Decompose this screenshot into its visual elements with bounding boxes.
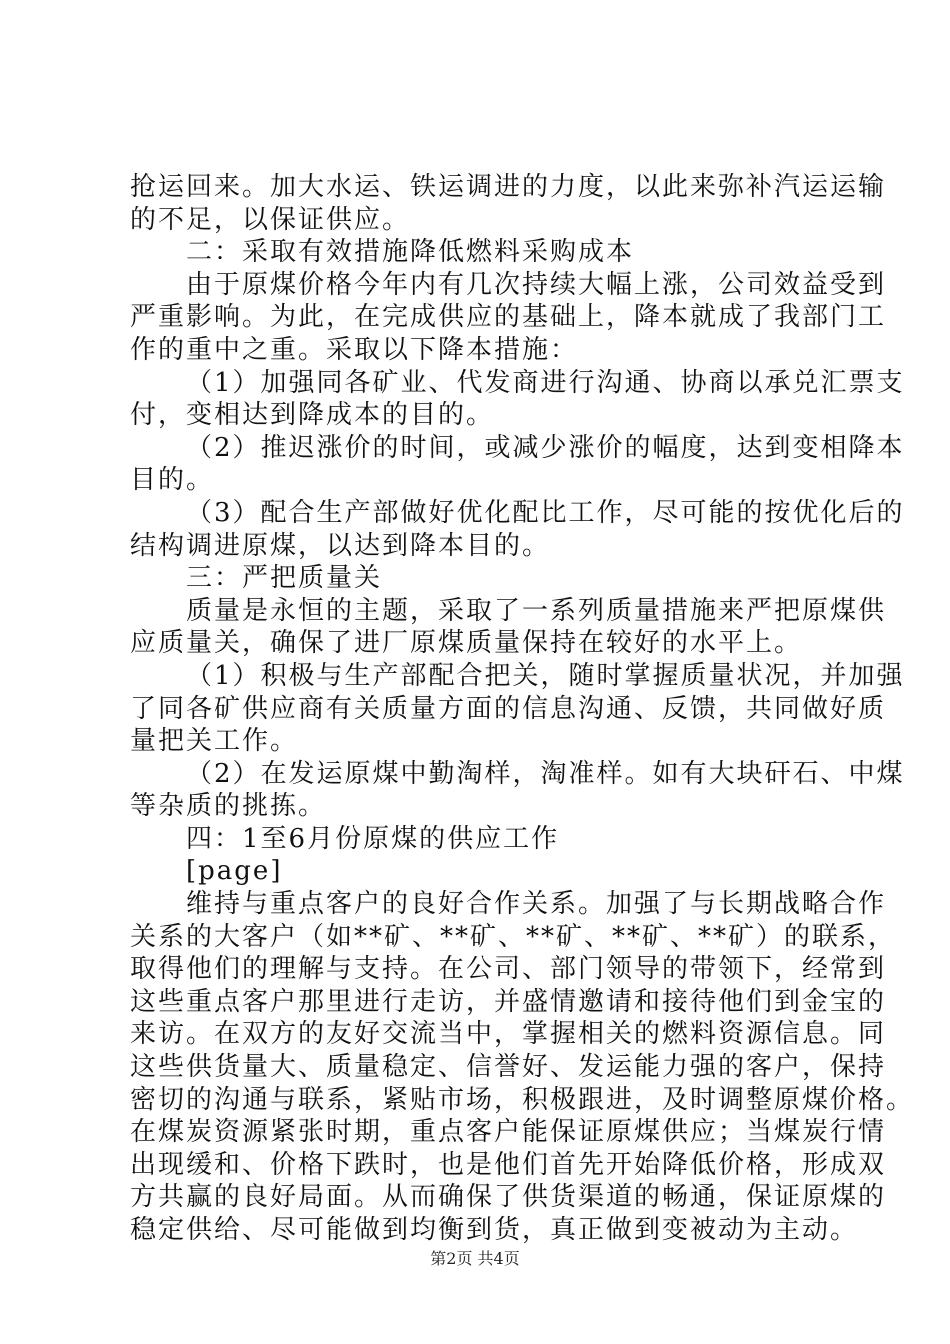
text-line: （3）配合生产部做好优化配比工作，尽可能的按优化后的 xyxy=(186,497,905,528)
paragraph xyxy=(130,921,915,1247)
paragraph xyxy=(130,269,887,302)
text-line: 方共赢的良好局面。从而确保了供货渠道的畅通，保证原煤的 xyxy=(130,1182,887,1213)
paragraph xyxy=(130,562,850,595)
paragraph xyxy=(130,627,850,660)
text-line: 等杂质的挑拣。 xyxy=(130,791,327,822)
text-line: 付，变相达到降成本的目的。 xyxy=(130,400,495,431)
text-line: 质量是永恒的主题，采取了一系列质量措施来严把原煤供 xyxy=(186,595,887,626)
paragraph xyxy=(130,367,905,400)
paragraph xyxy=(130,399,850,432)
text-line: 在煤炭资源紧张时期，重点客户能保证原煤供应；当煤炭行情 xyxy=(130,1117,887,1148)
text-line: 四：1至6月份原煤的供应工作 xyxy=(186,823,560,854)
text-line: 这些重点客户那里进行走访，并盛情邀请和接待他们到金宝的 xyxy=(130,986,887,1017)
paragraph xyxy=(130,823,850,856)
text-line: 应质量关，确保了进厂原煤质量保持在较好的水平上。 xyxy=(130,628,803,659)
paragraph xyxy=(130,855,850,888)
text-line: （1）积极与生产部配合把关，随时掌握质量状况，并加强 xyxy=(186,660,905,691)
text-line: 量把关工作。 xyxy=(130,726,299,757)
text-line: 抢运回来。加大水运、铁运调进的力度，以此来弥补汽运运输 xyxy=(130,172,887,202)
paragraph xyxy=(130,595,887,628)
paragraph xyxy=(130,888,887,921)
text-line: 结构调进原煤，以达到降本目的。 xyxy=(130,530,551,561)
paragraph xyxy=(130,432,905,465)
text-line: （2）推迟涨价的时间，或减少涨价的幅度，达到变相降本 xyxy=(186,432,905,463)
text-line: 目的。 xyxy=(130,465,215,496)
text-line: 稳定供给、尽可能做到均衡到货，真正做到变被动为主动。 xyxy=(130,1215,859,1245)
paragraph xyxy=(130,236,850,269)
text-line: 来访。在双方的友好交流当中，掌握相关的燃料资源信息。同 xyxy=(130,1019,887,1050)
text-line: 二：采取有效措施降低燃料采购成本 xyxy=(186,237,635,268)
document-body xyxy=(130,171,915,1247)
text-line: 了同各矿供应商有关质量方面的信息沟通、反馈，共同做好质 xyxy=(130,693,887,724)
paragraph xyxy=(130,464,850,497)
text-line: （1）加强同各矿业、代发商进行沟通、协商以承兑汇票支 xyxy=(186,367,905,398)
text-line: （2）在发运原煤中勤淘样，淘准样。如有大块矸石、中煤 xyxy=(186,758,905,789)
text-line: 的不足，以保证供应。 xyxy=(130,204,411,235)
paragraph xyxy=(130,301,887,366)
paragraph xyxy=(130,790,850,823)
paragraph xyxy=(130,758,905,791)
page-footer: 第2页 共4页 xyxy=(430,1249,520,1268)
text-line: 出现缓和、价格下跌时，也是他们首先开始降低价格，形成双 xyxy=(130,1149,887,1180)
paragraph xyxy=(130,497,905,530)
text-line: 由于原煤价格今年内有几次持续大幅上涨，公司效益受到 xyxy=(186,269,887,300)
text-line: 作的重中之重。采取以下降本措施： xyxy=(130,334,579,365)
paragraph xyxy=(130,693,887,758)
paragraph xyxy=(130,171,887,236)
text-line: 维持与重点客户的良好合作关系。加强了与长期战略合作 xyxy=(186,889,887,920)
text-line: 关系的大客户（如**矿、**矿、**矿、**矿、**矿）的联系， xyxy=(130,921,897,952)
paragraph xyxy=(130,660,905,693)
text-line: 这些供货量大、质量稳定、信誉好、发运能力强的客户，保持 xyxy=(130,1052,887,1083)
text-line: 密切的沟通与联系，紧贴市场，积极跟进，及时调整原煤价格。 xyxy=(130,1084,915,1115)
text-line: 三：严把质量关 xyxy=(186,563,383,594)
text-line: 严重影响。为此，在完成供应的基础上，降本就成了我部门工 xyxy=(130,302,887,333)
text-line: [page] xyxy=(186,856,283,887)
paragraph xyxy=(130,530,850,563)
text-line: 取得他们的理解与支持。在公司、部门领导的带领下，经常到 xyxy=(130,954,887,985)
